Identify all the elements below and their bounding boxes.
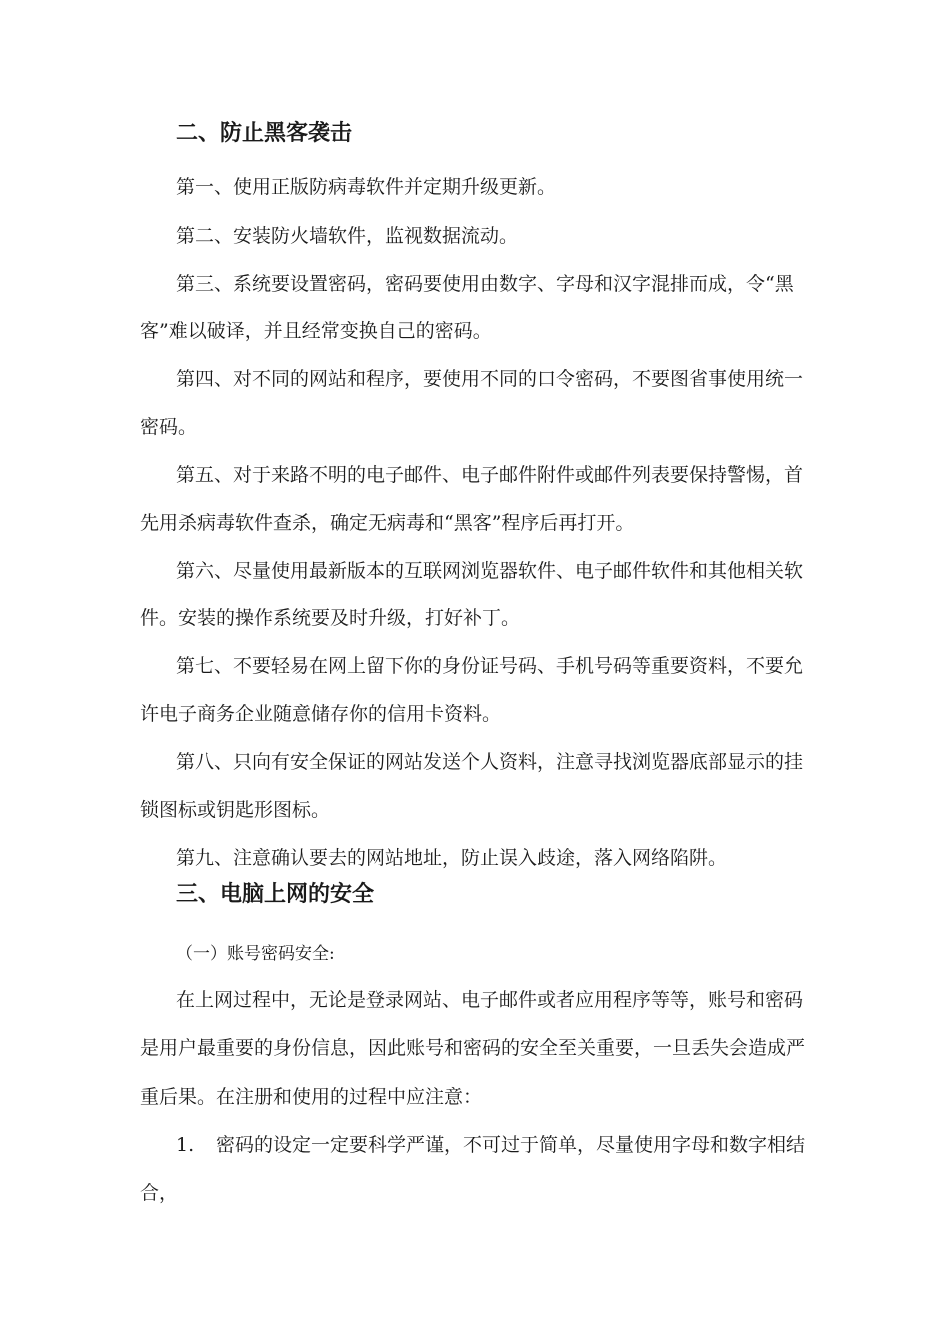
tip-2-line-1: 第二、安装防火墙软件，监视数据流动。: [176, 225, 519, 247]
tip-9-line-1: 第九、注意确认要去的网站地址，防止误入歧途，落入网络陷阱。: [176, 847, 728, 869]
tip-8-line-2: 锁图标或钥匙形图标。: [140, 799, 331, 821]
tip-6-line-1: 第六、尽量使用最新版本的互联网浏览器软件、电子邮件软件和其他相关软: [176, 560, 804, 582]
tip-3-line-1: 第三、系统要设置密码，密码要使用由数字、字母和汉字混排而成，令“黑: [176, 273, 794, 295]
tip-1-line-1: 第一、使用正版防病毒软件并定期升级更新。: [176, 176, 557, 198]
section-heading-computer-safety: 三、电脑上网的安全: [176, 882, 375, 907]
list-item-number: 1.: [176, 1134, 195, 1156]
tip-7-line-1: 第七、不要轻易在网上留下你的身份证号码、手机号码等重要资料，不要允: [176, 655, 804, 677]
list-item-line-2: 合，: [140, 1182, 179, 1204]
subheading-account-password: （一）账号密码安全:: [176, 944, 335, 964]
tip-6-line-2: 件。安装的操作系统要及时升级，打好补丁。: [140, 607, 521, 629]
tip-7-line-2: 许电子商务企业随意储存你的信用卡资料。: [140, 703, 502, 725]
paragraph-line-3: 重后果。在注册和使用的过程中应注意：: [140, 1086, 483, 1108]
paragraph-line-1: 在上网过程中，无论是登录网站、电子邮件或者应用程序等等，账号和密码: [176, 989, 804, 1011]
section-heading-hacker-defense: 二、防止黑客袭击: [176, 121, 353, 146]
tip-4-line-2: 密码。: [140, 416, 198, 438]
list-item-line-1: 密码的设定一定要科学严谨，不可过于简单，尽量使用字母和数字相结: [216, 1134, 806, 1156]
tip-8-line-1: 第八、只向有安全保证的网站发送个人资料，注意寻找浏览器底部显示的挂: [176, 751, 804, 773]
tip-4-line-1: 第四、对不同的网站和程序，要使用不同的口令密码，不要图省事使用统一: [176, 368, 804, 390]
tip-3-line-2: 客”难以破译，并且经常变换自己的密码。: [140, 320, 492, 342]
tip-5-line-1: 第五、对于来路不明的电子邮件、电子邮件附件或邮件列表要保持警惕，首: [176, 464, 804, 486]
tip-5-line-2: 先用杀病毒软件查杀，确定无病毒和“黑客”程序后再打开。: [140, 512, 635, 534]
paragraph-line-2: 是用户最重要的身份信息，因此账号和密码的安全至关重要，一旦丢失会造成严: [140, 1037, 806, 1059]
